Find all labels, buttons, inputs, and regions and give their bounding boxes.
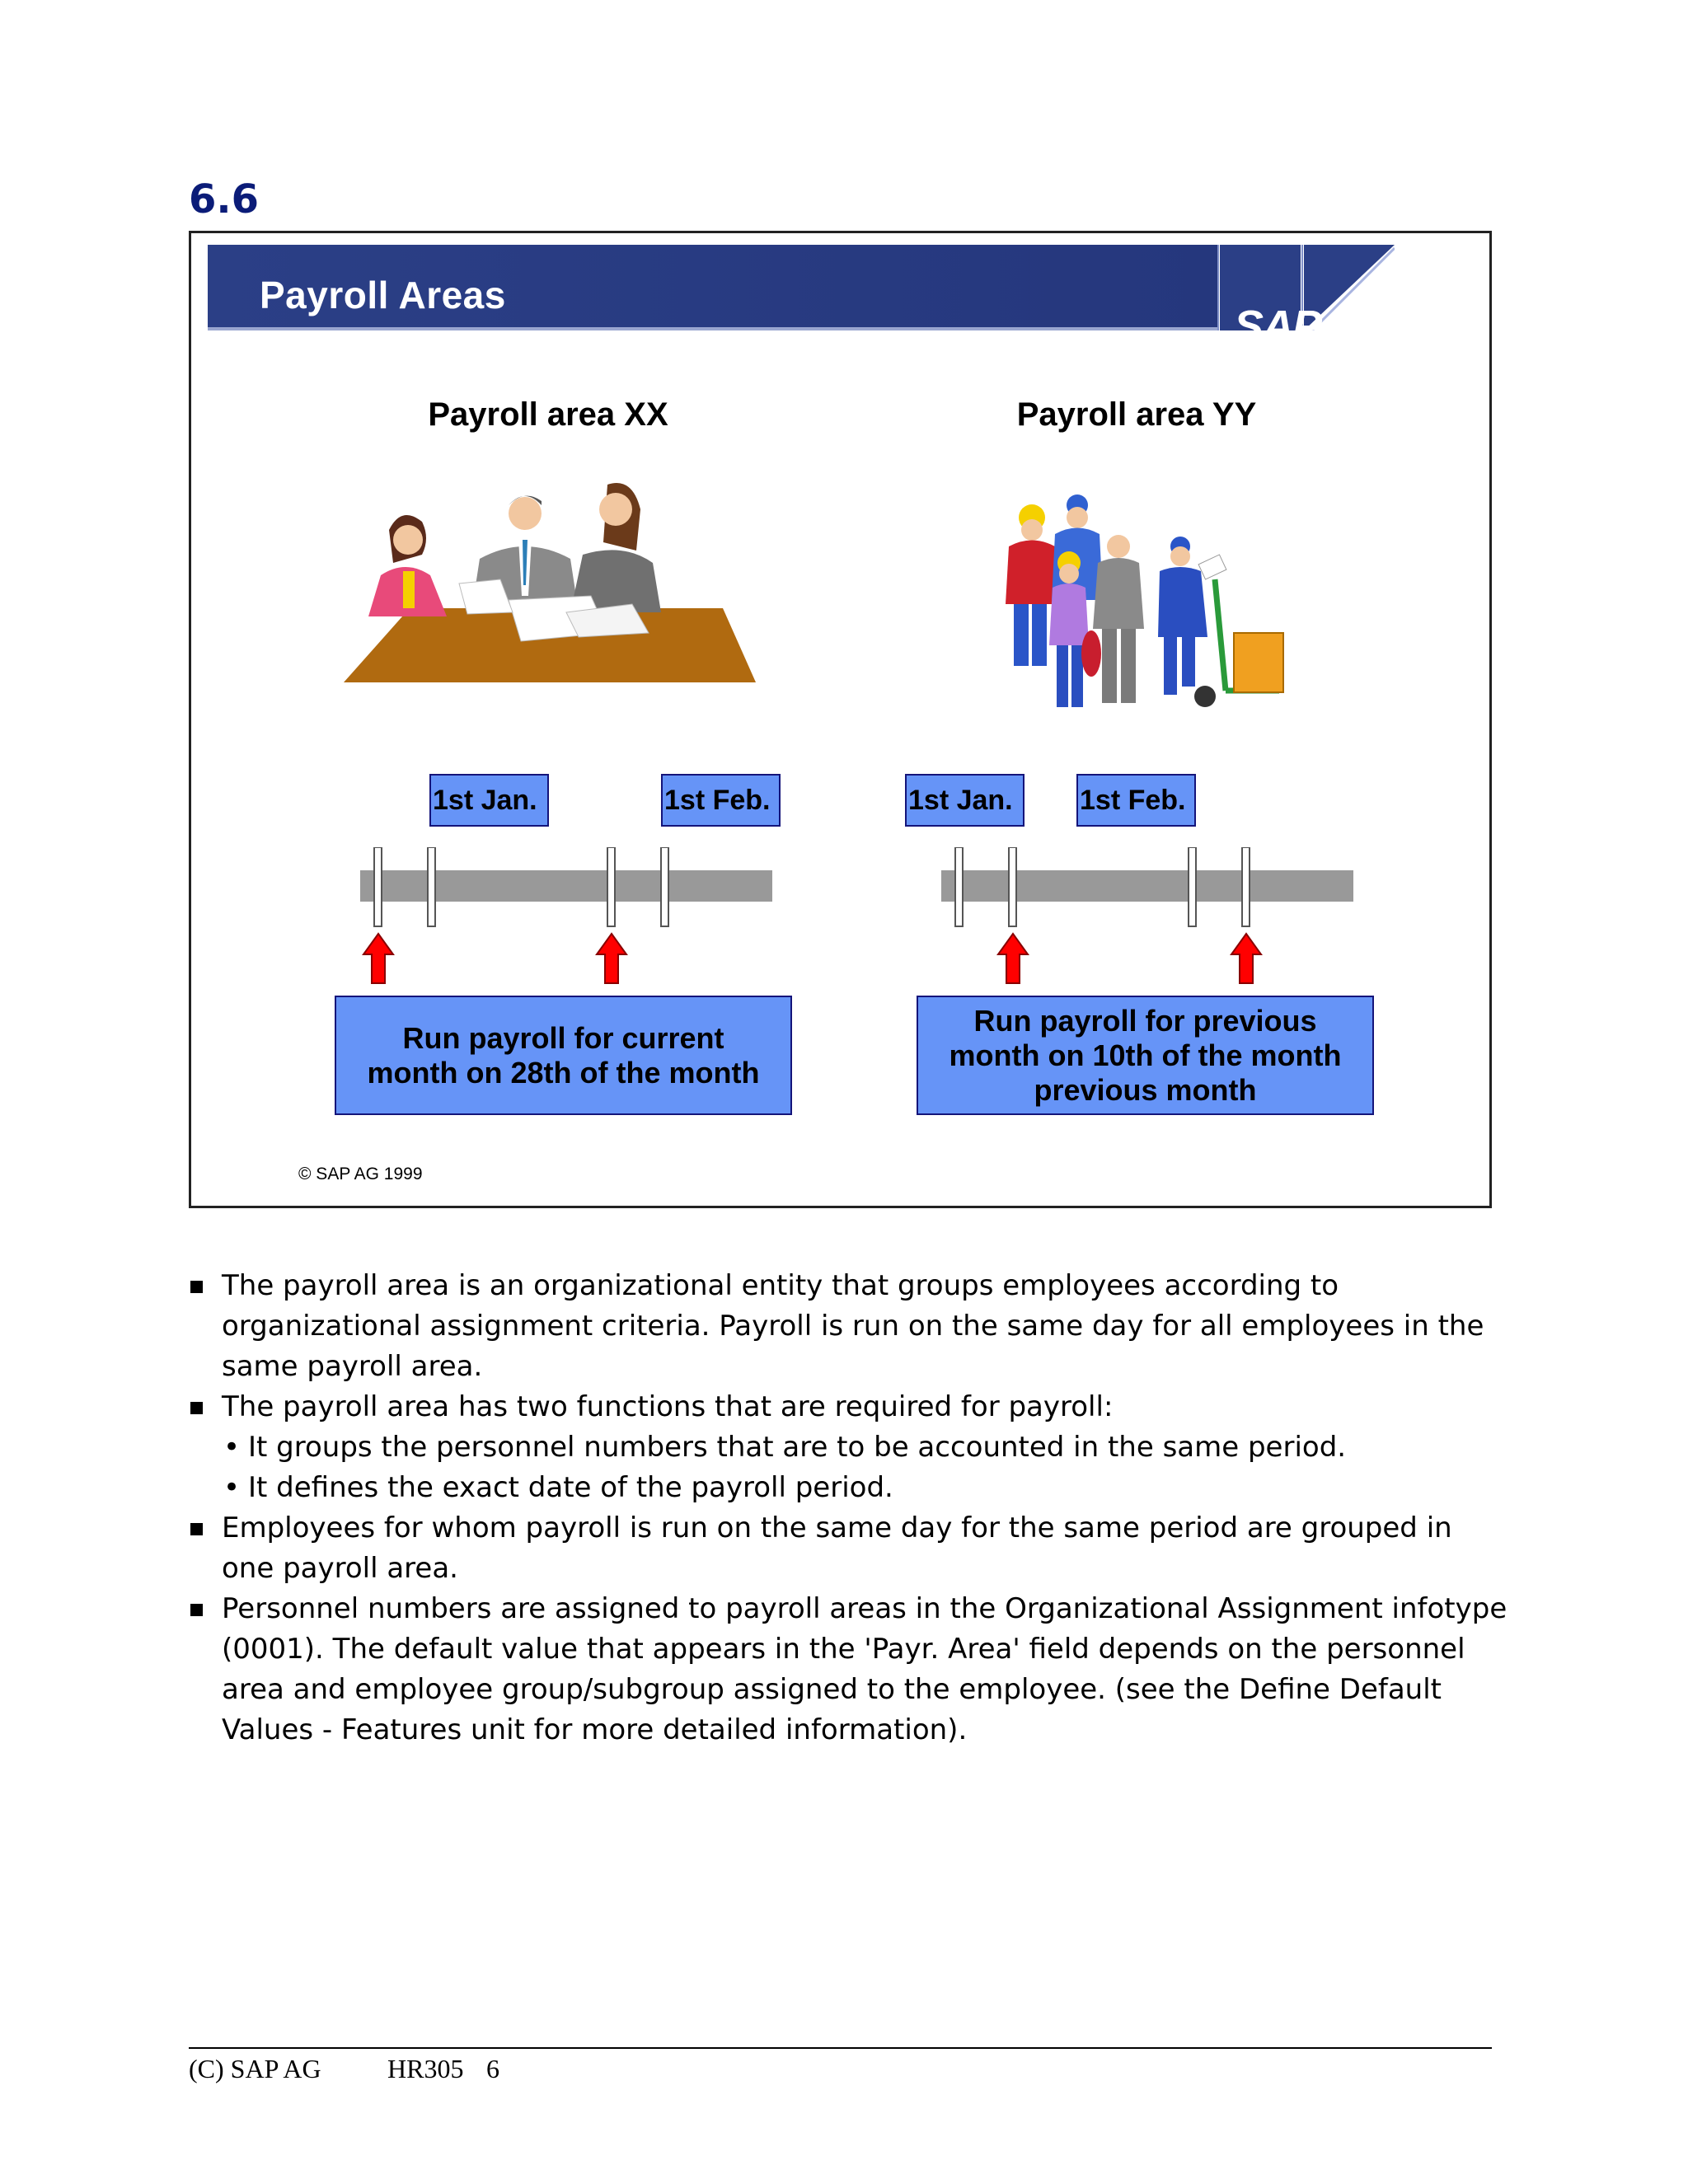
payroll-run-arrow <box>597 934 626 983</box>
footer-page-number: 6 <box>486 2054 499 2083</box>
timeline-tick <box>1242 847 1250 926</box>
bullet-item: Employees for whom payroll is run on the same day for the same period are grouped in one payroll area. <box>189 1508 1507 1589</box>
run-box-line: previous month <box>1034 1072 1257 1107</box>
workers-illustration <box>991 480 1320 740</box>
date-tag-yy-feb: 1st Feb. <box>1076 774 1196 827</box>
bullet-item: Personnel numbers are assigned to payroll areas in the Organizational Assignment infotype (0001). The default value that appears in the 'Payr. Area' field depends on the personnel area and employee group/subgroup assigned to the employee. (see the Define Default Values - Features unit for more detailed information). <box>189 1589 1507 1750</box>
timeline-tick <box>1009 847 1016 926</box>
timeline-tick <box>661 847 668 926</box>
footer-copyright: (C) SAP AG <box>189 2054 321 2083</box>
section-number: 6.6 <box>189 176 260 223</box>
run-payroll-box-yy <box>917 996 1374 1115</box>
bullet-item: The payroll area has two functions that are required for payroll: <box>189 1387 1507 1427</box>
footer-course-code: HR305 <box>387 2054 464 2083</box>
footer-divider <box>189 2047 1492 2049</box>
timeline-xx <box>356 847 785 996</box>
sub-bullet-item: • It defines the exact date of the payroll period. <box>223 1471 893 1504</box>
timeline-tick <box>1189 847 1196 926</box>
bullet-list <box>189 1266 1507 1750</box>
run-box-line: Run payroll for previous <box>973 1003 1317 1038</box>
timeline-tick <box>374 847 382 926</box>
slide-frame <box>189 231 1492 1208</box>
timeline-tick <box>607 847 615 926</box>
date-tag-xx-jan: 1st Jan. <box>429 774 549 827</box>
payroll-run-arrow <box>998 934 1028 983</box>
payroll-area-xx-title: Payroll area XX <box>428 396 668 433</box>
bullet-item: The payroll area is an organizational entity that groups employees according to organizational assignment criteria. Payroll is run on the same day for all employees in the same payroll area. <box>189 1266 1507 1387</box>
run-box-line: month on 10th of the month <box>949 1038 1342 1072</box>
run-box-line: Run payroll for current <box>402 1020 724 1055</box>
date-tag-xx-feb: 1st Feb. <box>661 774 781 827</box>
timeline-tick <box>428 847 435 926</box>
timeline-yy <box>937 847 1366 996</box>
date-tag-yy-jan: 1st Jan. <box>905 774 1025 827</box>
run-payroll-box-xx <box>335 996 792 1115</box>
office-meeting-illustration <box>344 480 764 695</box>
payroll-run-arrow <box>363 934 393 983</box>
payroll-run-arrow <box>1231 934 1261 983</box>
slide-title: Payroll Areas <box>260 274 506 316</box>
slide-banner <box>208 245 1395 351</box>
slide-copyright: © SAP AG 1999 <box>298 1165 423 1183</box>
sap-logo: SAP <box>1234 302 1321 351</box>
payroll-area-yy-title: Payroll area YY <box>1016 396 1257 433</box>
run-box-line: month on 28th of the month <box>367 1055 760 1090</box>
timeline-tick <box>955 847 963 926</box>
sub-bullet-item: • It groups the personnel numbers that are to be accounted in the same period. <box>223 1431 1347 1464</box>
